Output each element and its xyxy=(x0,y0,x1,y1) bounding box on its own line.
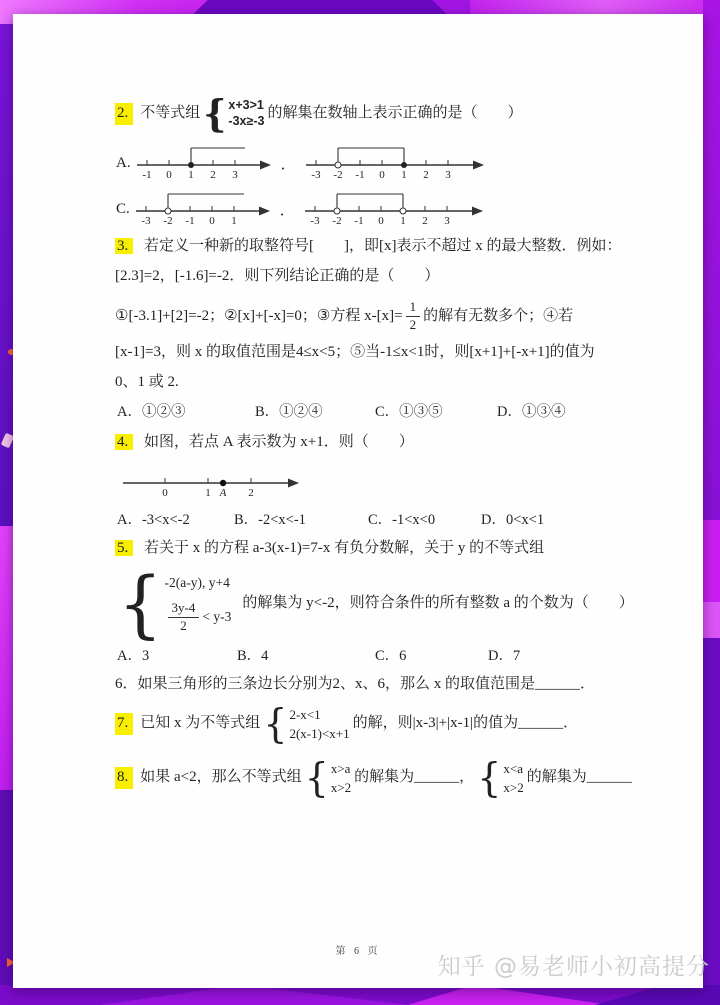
option-separator: ． xyxy=(280,157,296,173)
problem-2-text-pre: 不等式组 xyxy=(140,105,201,122)
brace-left: { xyxy=(304,754,329,802)
problem-3-number: 3. xyxy=(115,238,133,254)
bg-strip-right-bottom xyxy=(703,638,720,988)
system-row: x>2 xyxy=(330,780,352,795)
svg-text:0: 0 xyxy=(378,169,385,181)
problem-7-text-post: 的解，则|x-3|+|x-1|的值为______． xyxy=(352,715,579,732)
problem-2-options-row-2 xyxy=(116,184,485,235)
option: A．3 xyxy=(117,648,150,664)
svg-text:0: 0 xyxy=(378,215,384,227)
problem-3-line-1 xyxy=(115,236,629,258)
svg-text:3: 3 xyxy=(444,215,450,227)
problem-5-text-post: 的解集为 y<-2，则符合条件的所有整数 a 的个数为（ ） xyxy=(242,595,634,612)
problem-3-text: 若定义一种新的取整符号[ ]，即[x]表示不超过 x 的最大整数．例如： xyxy=(144,238,622,254)
svg-text:-3: -3 xyxy=(310,215,320,227)
problem-7-text-pre: 已知 x 为不等式组 xyxy=(140,715,261,732)
fraction-denominator: 2 xyxy=(180,617,187,633)
inequality-system xyxy=(304,754,352,802)
problem-7-number: 7. xyxy=(115,713,133,735)
fraction xyxy=(168,601,200,634)
numberline-point-a xyxy=(121,456,301,507)
numberline-option-c xyxy=(134,184,272,235)
problem-3-text: 的解有无数多个；④若 xyxy=(423,307,574,324)
svg-text:-3: -3 xyxy=(311,169,321,181)
zhihu-watermark: 知乎 @易老师小初高提分 xyxy=(437,954,710,980)
svg-text:-1: -1 xyxy=(185,215,195,227)
brace-left: { xyxy=(118,560,163,648)
svg-text:0: 0 xyxy=(165,169,172,181)
problem-2-number: 2. xyxy=(115,103,133,125)
svg-text:A: A xyxy=(219,487,227,499)
problem-8-text-pre: 如果 a<2，那么不等式组 xyxy=(140,769,302,786)
brace-left: { xyxy=(203,91,227,137)
inequality-system xyxy=(477,754,524,802)
svg-text:3: 3 xyxy=(231,169,238,181)
problem-5-text: 若关于 x 的方程 a-3(x-1)=7-x 有负分数解，关于 y 的不等式组 xyxy=(144,540,545,556)
fraction-numerator: 3y-4 xyxy=(168,601,200,618)
numberline-option-a xyxy=(135,138,273,189)
option-c-label: C. xyxy=(116,201,130,217)
inequality-system xyxy=(263,700,350,748)
svg-text:0: 0 xyxy=(162,487,168,499)
svg-text:-2: -2 xyxy=(163,215,173,227)
problem-6 xyxy=(115,674,629,696)
problem-3-text: ①[-3.1]+[2]=-2；②[x]+[-x]=0；③方程 x-[x]= xyxy=(115,307,403,324)
svg-text:-1: -1 xyxy=(355,169,365,181)
svg-text:-2: -2 xyxy=(333,169,343,181)
problem-3-text: [x-1]=3，则 x 的取值范围是4≤x<5；⑤当-1≤x<1时，则[x+1]+[-x+1]的值为 xyxy=(115,344,595,360)
problem-3-text: 0、1 或 2. xyxy=(115,374,179,390)
problem-6-text: 6．如果三角形的三条边长分别为2、x、6，那么 x 的取值范围是______． xyxy=(115,676,596,692)
page-number: 第 6 页 xyxy=(335,946,381,957)
problem-2 xyxy=(115,91,629,137)
problem-5-number: 5. xyxy=(115,540,133,556)
system-row-rest: < y-3 xyxy=(202,608,232,624)
svg-text:1: 1 xyxy=(400,215,406,227)
option: B．-2<x<-1 xyxy=(234,512,306,528)
problem-4 xyxy=(115,432,629,454)
system-row: 2(x-1)<x+1 xyxy=(289,726,350,741)
problem-3-text: [2.3]=2，[-1.6]=-2．则下列结论正确的是（ ） xyxy=(115,268,440,284)
problem-3-options xyxy=(117,400,565,421)
system-row: x>2 xyxy=(503,780,524,795)
option: A．①②③ xyxy=(117,404,186,420)
option: D．0<x<1 xyxy=(481,512,545,528)
svg-text:2: 2 xyxy=(422,169,429,181)
svg-text:1: 1 xyxy=(400,169,407,181)
option: C．-1<x<0 xyxy=(368,512,436,528)
svg-text:-2: -2 xyxy=(332,215,342,227)
numberline-option-b xyxy=(304,138,486,189)
system-row: 2-x<1 xyxy=(289,706,321,722)
system-row: x<a xyxy=(503,760,523,776)
svg-text:0: 0 xyxy=(209,215,215,227)
worksheet-paper xyxy=(13,14,703,988)
numberline-option-d xyxy=(303,184,485,235)
problem-7 xyxy=(115,700,629,748)
option: B．①②④ xyxy=(255,404,323,420)
system-row: -3x≥-3 xyxy=(228,114,265,128)
bg-strip-right-top xyxy=(703,0,720,520)
option: B．4 xyxy=(237,648,269,664)
problem-4-text: 如图，若点 A 表示数为 x+1．则（ ） xyxy=(144,434,414,450)
svg-text:-1: -1 xyxy=(142,169,152,181)
system-row: -2(a-y), y+4 xyxy=(164,575,230,591)
brace-left: { xyxy=(477,754,502,802)
svg-text:1: 1 xyxy=(205,487,211,499)
system-row: x>a xyxy=(330,760,351,776)
option: C．6 xyxy=(375,648,407,664)
problem-8 xyxy=(115,752,632,804)
svg-text:2: 2 xyxy=(248,487,254,499)
option: D．7 xyxy=(488,648,521,664)
option: C．①③⑤ xyxy=(375,404,443,420)
problem-5-options xyxy=(117,644,520,665)
problem-3-line-3 xyxy=(115,300,629,333)
bg-strip-right-magenta xyxy=(703,520,720,602)
problem-5-system-line xyxy=(115,560,634,648)
problem-2-text-post: 的解集在数轴上表示正确的是（ ） xyxy=(267,105,523,122)
option-a-label: A. xyxy=(116,155,131,171)
problem-4-numberline xyxy=(121,456,301,507)
fraction-denominator: 2 xyxy=(409,316,417,332)
bg-strip-right-light xyxy=(703,602,720,638)
problem-4-number: 4. xyxy=(115,434,133,450)
svg-text:-3: -3 xyxy=(141,215,151,227)
system-row xyxy=(165,601,232,634)
svg-text:1: 1 xyxy=(187,169,194,181)
problem-3-line-2 xyxy=(115,266,629,288)
problem-4-options xyxy=(117,508,544,529)
inequality-system xyxy=(118,560,232,648)
system-row: x+3>1 xyxy=(228,98,264,113)
problem-8-number: 8. xyxy=(115,767,133,789)
option: A．-3<x<-2 xyxy=(117,512,190,528)
svg-text:2: 2 xyxy=(209,169,216,181)
svg-text:3: 3 xyxy=(444,169,451,181)
problem-8-text-post: 的解集为______ xyxy=(526,769,632,786)
problem-2-options-row-1 xyxy=(116,138,486,189)
option-separator: ． xyxy=(279,203,295,219)
svg-text:1: 1 xyxy=(231,215,237,227)
brace-left: { xyxy=(263,700,288,748)
svg-text:2: 2 xyxy=(422,215,428,227)
fraction xyxy=(406,300,421,333)
fraction-numerator: 1 xyxy=(406,300,421,317)
problem-8-text-mid: 的解集为______， xyxy=(354,769,475,786)
inequality-system xyxy=(203,91,265,137)
problem-5-line-1 xyxy=(115,538,629,560)
option: D．①③④ xyxy=(497,404,566,420)
problem-3-line-4 xyxy=(115,342,629,364)
problem-3-line-5 xyxy=(115,372,629,394)
svg-text:-1: -1 xyxy=(354,215,364,227)
